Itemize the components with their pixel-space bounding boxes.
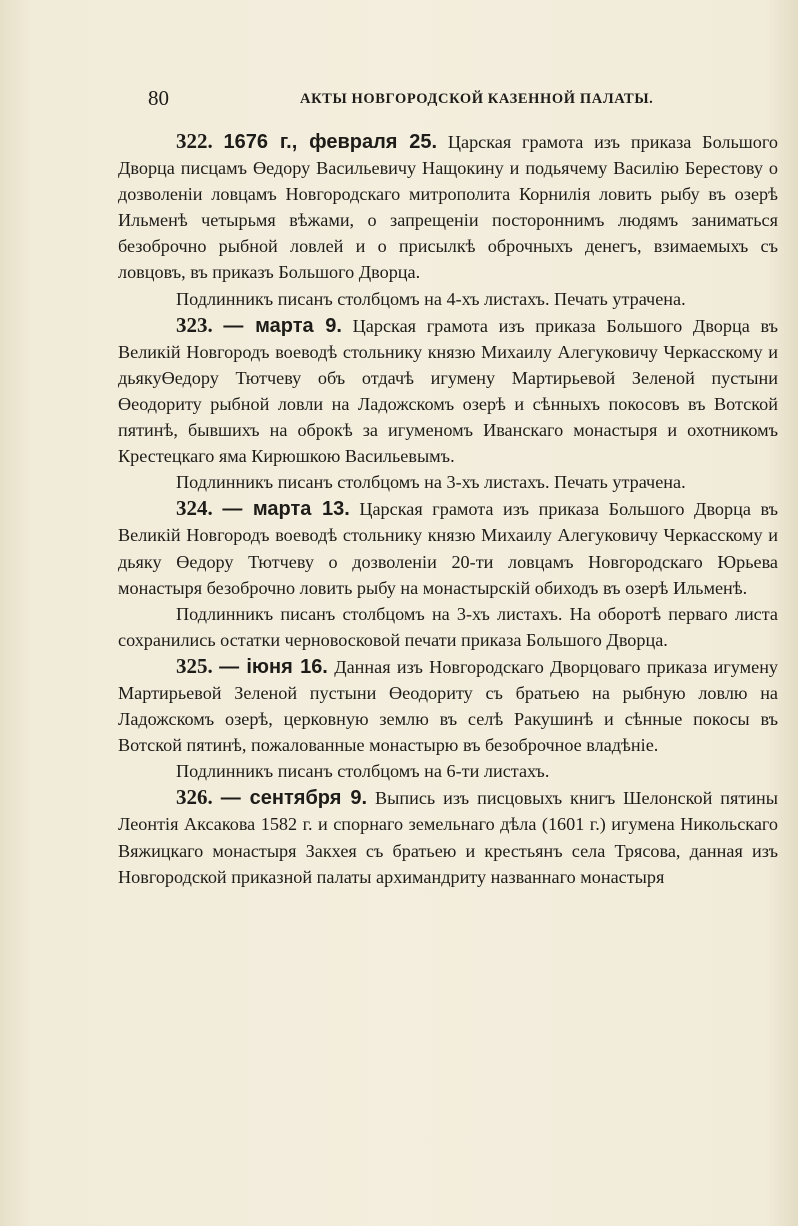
entry-number: 324.	[176, 496, 213, 521]
entry-322	[118, 128, 778, 286]
entry-text: Царская грамота изъ приказа Большого Дворца въ Великій Новгородъ воеводѣ стольнику князю Михаилу Алегуковичу Черкасскому и дьякуӨедору Тютчеву объ отдачѣ игумену Мартирьевой Зеленой пустыни Өеодориту рыбной ловли на Ладожскомъ озерѣ и сѣнныхъ покосовъ въ Вотской пятинѣ, бывшихъ на оброкѣ за игуменомъ Иванскаго монастыря и охотникомъ Крестецкаго яма Кирюшкою Васильевымъ.	[118, 315, 778, 467]
entry-number: 322.	[176, 129, 213, 153]
entry-date: 1676 г., февраля 25.	[223, 131, 438, 153]
entry-date: — сентября 9.	[220, 787, 368, 810]
entry-note: Подлинникъ писанъ столбцомъ на 6-ти листахъ.	[176, 761, 550, 782]
page-header	[148, 86, 770, 114]
entry-number: 325.	[176, 653, 213, 678]
running-title: АКТЫ НОВГОРОДСКОЙ КАЗЕННОЙ ПАЛАТЫ.	[300, 91, 654, 107]
entry-324	[118, 495, 778, 600]
page-body	[118, 128, 778, 890]
entry-325	[118, 653, 778, 758]
entry-323	[118, 312, 778, 470]
entry-note: Подлинникъ писанъ столбцомъ на 3-хъ листахъ. На оборотѣ перваго листа сохранились остатки черновосковой печати приказа Большого Дворца.	[118, 603, 778, 650]
entry-date: — іюня 16.	[219, 655, 328, 678]
entry-326	[118, 784, 778, 889]
entry-note: Подлинникъ писанъ столбцомъ на 3-хъ листахъ. Печать утрачена.	[176, 472, 686, 493]
entry-date: — марта 13.	[222, 498, 350, 521]
entry-number: 323.	[176, 312, 213, 337]
entry-text: Данная изъ Новгородскаго Дворцоваго приказа игумену Мартирьевой Зеленой пустыни Өеодориту съ братьею на рыбную ловлю на Ладожскомъ озерѣ, церковную землю въ селѣ Ракушинѣ и сѣнные покосы въ Вотской пятинѣ, пожалованные монастырю въ безоброчное владѣніе.	[118, 656, 779, 756]
entry-text: Царская грамота изъ приказа Большого Дворца въ Великій Новгородъ воеводѣ стольнику князю Михаилу Алегуковичу Черкасскому и дьяку Өедору Тютчеву о дозволеніи 20-ти ловцамъ Новгородскаго Юрьева монастыря безоброчно ловить рыбу на монастырскій обиходъ въ озерѣ Ильменѣ.	[118, 499, 779, 598]
entry-note: Подлинникъ писанъ столбцомъ на 4-хъ листахъ. Печать утрачена.	[176, 288, 686, 309]
entry-date: — марта 9.	[223, 314, 342, 337]
entry-text: Царская грамота изъ приказа Большого Дворца писцамъ Өедору Васильевичу Нащокину и подьячему Василію Берестову о дозволеніи ловцамъ Новгородскаго митрополита Корнилія ловить рыбу въ озерѣ Ильменѣ четырьмя вѣжами, о запрещеніи постороннимъ людямъ заниматься безоброчно рыбной ловлей и о присылкѣ оброчныхъ денегъ, взимаемыхъ съ ловцовъ, въ приказъ Большого Дворца.	[118, 132, 778, 283]
entry-text: Выпись изъ писцовыхъ книгъ Шелонской пятины Леонтія Аксакова 1582 г. и спорнаго земельнаго дѣла (1601 г.) игумена Никольскаго Вяжицкаго монастыря Закхея съ братьею и крестьянъ села Трясова, данная изъ Новгородской приказной палаты архимандриту названнаго монастыря	[118, 788, 778, 887]
entry-number: 326.	[176, 785, 213, 810]
page-number: 80	[148, 86, 169, 110]
